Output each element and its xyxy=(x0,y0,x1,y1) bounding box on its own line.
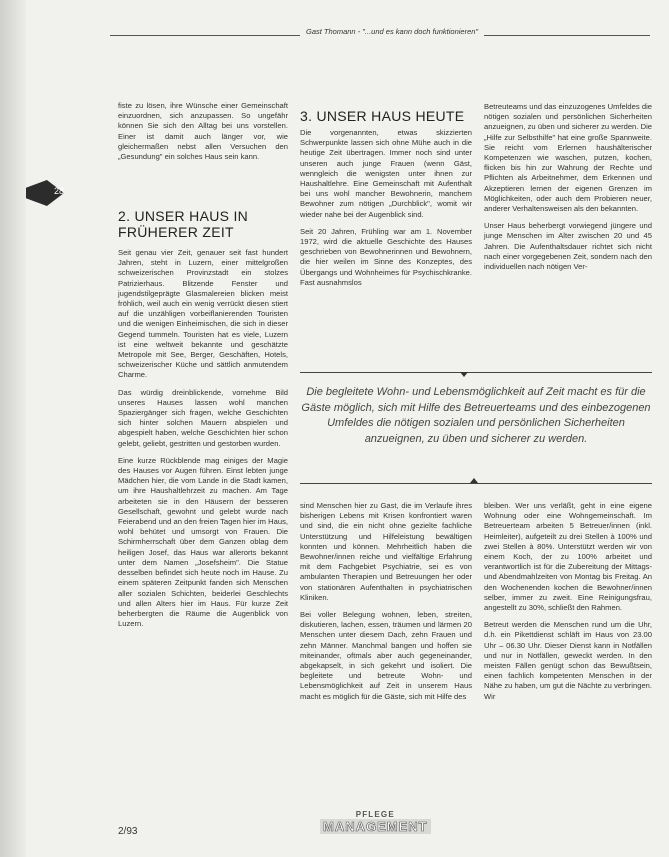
pull-quote-text: Die begleitete Wohn- und Lebensmöglichkeit auf Zeit macht es für die Gäste möglich, sich mit Hilfe des Betreuerteams und des einbezogenen Umfeldes die nötigen sozialen und persönlichen Sicherheiten anzueignen, zu üben und sicherer zu werden. xyxy=(301,386,651,445)
column-2-top xyxy=(300,128,472,295)
column-3-top xyxy=(484,102,652,279)
paragraph: Eine kurze Rückblende mag einiges der Magie des Hauses vor Augen führen. Einst lebten junge Mädchen hier, die vom Lande in die Stadt kamen, um ihre Haushaltlehrzeit zu machen. Am Tage arbeiteten sie in den Häusern der besseren Gesellschaft, gewohnt und gelebt wurde nach Feierabend und an den freien Tagen hier im Haus, wohl behütet und umsorgt von Frauen. Die Schirmherrschaft über dem Ganzen oblag dem heiligen Josef, das Haus war allerorts bekannt unter dem Namen „Josefsheim". Die Statue desselben befindet sich heute noch im Hause. Zu einem späteren Zeitpunkt fanden sich Menschen aller sozialen Schichten, beiderlei Geschlechts und allen Alters hier im Haus. Für kurze Zeit beherbergten die Räume die Augenblick von Luzern. xyxy=(118,455,288,629)
paragraph: Bei voller Belegung wohnen, leben, streiten, diskutieren, lachen, essen, träumen und lärmen 20 Menschen unter diesem Dach, zehn Frauen und zehn Männer. Manchmal bangen und hoffen sie miteinander, oftmals aber auch gegeneinander, abgekapselt, in sich gekehrt und isoliert. Die begleitete und betreute Wohn- und Lebensmöglichkeit auf Zeit in unserem Haus macht es möglich für die Gäste, sich mit Hilfe des xyxy=(300,610,472,701)
paragraph: Betreut werden die Menschen rund um die Uhr, d.h. ein Pikettdienst schläft im Haus von 23.00 Uhr – 06.30 Uhr. Dieser Dienst kann in Notfällen und nur in Notfällen, geweckt werden. In den meisten Fällen genügt schon das Bewußtsein, einen fachlich kompetenten Menschen in der Nähe zu haben, um gut die Nächte zu verbringen. Wir xyxy=(484,620,652,701)
paragraph: Unser Haus beherbergt vorwiegend jüngere und junge Menschen im Alter zwischen 20 und 45 Jahren. Die Aufenthaltsdauer richtet sich nicht nach einer vorgegebenen Zeit, sondern nach den individuellen nach nötigen Ver- xyxy=(484,221,652,272)
paragraph: sind Menschen hier zu Gast, die im Verlaufe ihres bisherigen Lebens mit Krisen konfrontiert waren und sind, die ein nicht ohne gezielte fachliche Unterstützung und Hilfeleistung bewältigen konnten und können. Mehrheitlich haben die Bewohner/innen reiche und vielfältige Erfahrung mit dem Fachgebiet Psychiatrie, sei es von ambulanten Therapien und Betreuungen her oder von stationären Aufenthalten in psychiatrischen Kliniken. xyxy=(300,501,472,602)
paragraph: Seit genau vier Zeit, genauer seit fast hundert Jahren, steht in Luzern, einer mittelgroßen schweizerischen Provinzstadt ein stolzes Patrizierhaus. Blitzende Fenster und jugendstilgeprägte Glasmalereien blicken meist fröhlich, weil auch ein wenig verrückt diesen stiert auf die unzähligen vorbeiflanierenden Touristen und die wenigen Einheimischen, die sich in dieser Gegend tummeln. Touristen hat es viele, Luzern ist eine weltweit bekannte und geschätzte Metropole mit See, Berger, Geschäften, Hotels, schweizerischer Küche und sättlich anmutendem Charme. xyxy=(118,248,288,380)
page-binding-shadow xyxy=(0,0,26,857)
paragraph: Die vorgenannten, etwas skizzierten Schwerpunkte lassen sich ohne Mühe auch in die heutige Zeit übertragen. Immer noch sind unter unseren auch junge Frauen (wenn Gäst, wenngleich die wenigsten unter ihnen zur Haushaltlehre. Eine Gemeinschaft mit Aufenthalt bei uns wohl mancher Bewohnerin, manchem Bewohner zum nötigen „Durchblick", womit wir wieder nahe bei der Augenblick sind. xyxy=(300,128,472,219)
edge-page-number: 28 xyxy=(54,186,65,196)
quote-marker-up-icon xyxy=(470,478,478,483)
paragraph: bleiben. Wer uns verläßt, geht in eine eigene Wohnung oder eine Wohngemeinschaft. Im Betreuerteam arbeiten 5 Betreuer/innen (inkl. Heimleiter), aufgeteilt zu drei Stellen à 100% und zwei Stellen à 80%. Unterstützt werden wir von einem Koch, der zu 100% arbeitet und verantwortlich ist für die Zubereitung der Mittags- und Abendmahlzeiten von Montag bis Freitag. An den Wochenenden kochen die Bewohner/innen selber, immer zu zweit. Eine Reinigungsfrau, angestellt zu 30%, schließt den Rahmen. xyxy=(484,501,652,613)
paragraph: Das würdig dreinblickende, vornehme Bild unseres Hauses lassen wohl manchen Spaziergänger sich fragen, welche Geschichten sich hinter solchen Mauern abspielen und abgespielt haben, welche Geschichten hier schon gelebt, geliebt, gestritten und gestorben wurden. xyxy=(118,387,288,448)
section-heading-heute: 3. UNSER HAUS HEUTE xyxy=(300,108,465,124)
paragraph: fiste zu lösen, ihre Wünsche einer Gemeinschaft einzuordnen, sich anzupassen. So ungefähr können Sie sich den Alltag bei uns vorstellen. Einer ist damit auch länger vor, wie gleichermaßen nebst allen Versuchen den „Gesundung" ein solches Haus sein kann. xyxy=(118,101,288,162)
paragraph: Seit 20 Jahren, Frühling war am 1. November 1972, wird die aktuelle Geschichte des Hauses geschrieben von Bewohnerinnen und Bewohnern, die hier weilen im Sinne des Konzeptes, des Übergangs und Wohnheimes für Psychischkranke. Fast ausnahmslos xyxy=(300,226,472,287)
section-title: 2. UNSER HAUS IN FRÜHERER ZEIT xyxy=(118,208,249,240)
logo-top-word: PFLEGE xyxy=(355,810,395,819)
column-1-body xyxy=(118,248,288,629)
column-2-bottom xyxy=(300,501,472,709)
page-folio: 2/93 xyxy=(118,826,138,837)
quote-marker-down-icon xyxy=(460,372,468,377)
pull-quote-box xyxy=(300,372,652,484)
running-header: Gast Thomann - "...und es kann doch funktionieren" xyxy=(300,27,484,36)
column-1-intro xyxy=(118,101,288,169)
logo-bottom-word: MANAGEMENT xyxy=(320,819,431,834)
paragraph: Betreuteams und das einzuzogenes Umfeldes die nötigen sozialen und persönlichen Sicherheiten anzueignen, zu üben und sicherer zu werden. Die „Hilfe zur Selbsthilfe" hat eine große Spannweite. Sie reicht vom Erlernen haushälterischer Kompetenzen wie waschen, putzen, kochen, flicken bis hin zur Wahrung der Rechte und Pflichten als Arbeitnehmer, dem Erkennen und Akzeptieren lernen der eigenen Grenzen im Möglichkeiten, oder auch dem Probieren neuer, anderer Verhaltensweisen als den bekannten. xyxy=(484,102,652,214)
section-heading-frueher xyxy=(118,208,288,636)
magazine-logo xyxy=(320,810,431,834)
column-3-bottom xyxy=(484,501,652,709)
